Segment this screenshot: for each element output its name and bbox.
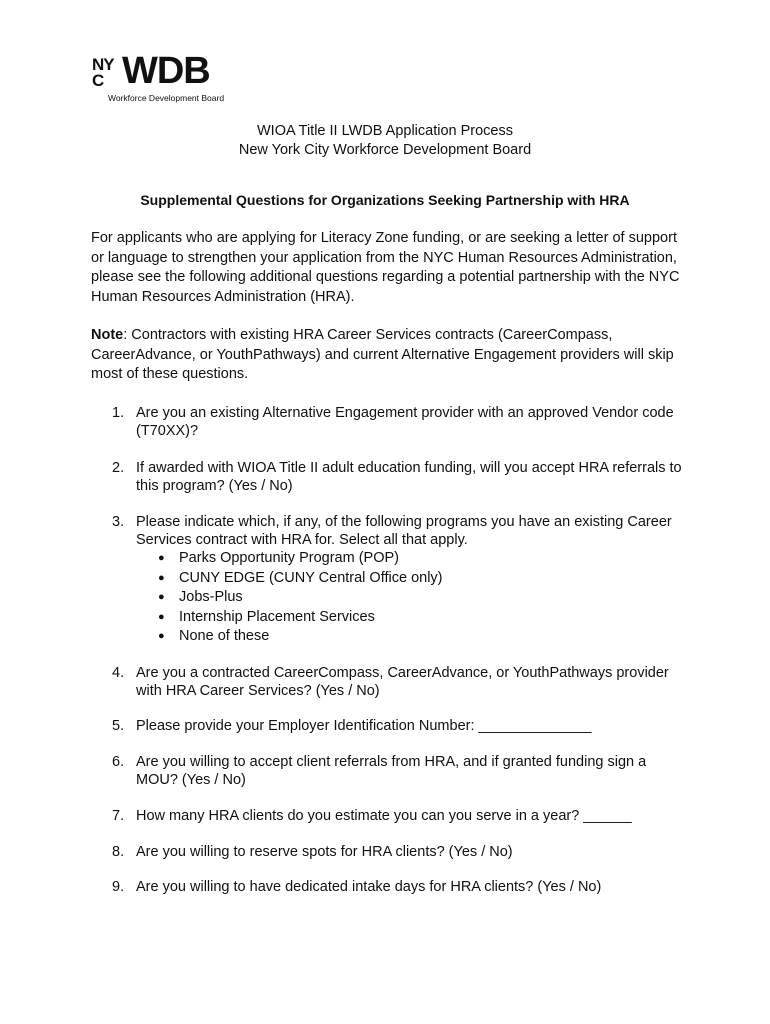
intro-paragraph: For applicants who are applying for Literacy Zone funding, or are seeking a letter of support or language to strengthen your application from the NYC Human Resources Administration, please see the following additional questions regarding a potential partnership with the NYC Human Resources Administration (HRA). — [91, 230, 680, 305]
list-item: ● Internship Placement Services — [158, 608, 692, 628]
question-number: 1. — [112, 405, 125, 421]
question-8 — [112, 843, 692, 861]
note-label: Note — [91, 327, 124, 343]
nyc-mark-top: NY — [92, 55, 114, 74]
nyc-mark — [92, 57, 114, 89]
section-title: Supplemental Questions for Organizations Seeking Partnership with HRA — [140, 192, 630, 208]
question-text: Are you a contracted CareerCompass, CareerAdvance, or YouthPathways provider with HRA Career Services? (Yes / No) — [136, 665, 669, 699]
list-item: ● Parks Opportunity Program (POP) — [158, 549, 692, 569]
question-text: Are you an existing Alternative Engagement provider with an approved Vendor code (T70XX)? — [136, 405, 674, 439]
question-9 — [112, 878, 692, 896]
question-7 — [112, 807, 692, 825]
question-text: If awarded with WIOA Title II adult education funding, will you accept HRA referrals to this program? (Yes / No) — [136, 460, 682, 494]
question-number: 3. — [112, 514, 125, 530]
question-number: 4. — [112, 665, 125, 681]
question-text: Are you willing to have dedicated intake days for HRA clients? (Yes / No) — [136, 879, 602, 895]
question-3 — [112, 513, 692, 647]
question-6 — [112, 753, 692, 789]
question-number: 5. — [112, 718, 125, 734]
question-text: Are you willing to reserve spots for HRA clients? (Yes / No) — [136, 844, 513, 860]
question-2 — [112, 459, 692, 495]
question-1 — [112, 404, 692, 440]
header-line-2: New York City Workforce Development Board — [238, 142, 532, 158]
question-text: Please indicate which, if any, of the following programs you have an existing Career Services contract with HRA for. Select all that apply. — [136, 514, 672, 548]
note-text: : Contractors with existing HRA Career Services contracts (CareerCompass, CareerAdvance, or YouthPathways) and current Alternative Engagement providers will skip most of these questions. — [91, 327, 674, 382]
question-number: 9. — [112, 879, 125, 895]
question-number: 6. — [112, 754, 125, 770]
program-options-list — [158, 549, 692, 647]
question-text: Are you willing to accept client referrals from HRA, and if granted funding sign a MOU? (Yes / No) — [136, 754, 647, 788]
question-text: Please provide your Employer Identification Number: ______________ — [136, 718, 592, 734]
question-number: 7. — [112, 808, 125, 824]
note-paragraph — [91, 326, 691, 385]
question-5 — [112, 717, 692, 735]
question-text: How many HRA clients do you estimate you can you serve in a year? ______ — [136, 808, 632, 824]
list-item: ● None of these — [158, 627, 692, 647]
list-item: ● Jobs-Plus — [158, 588, 692, 608]
header-line-1: WIOA Title II LWDB Application Process — [257, 123, 513, 139]
document-header — [0, 122, 770, 160]
logo-tagline: Workforce Development Board — [108, 93, 225, 103]
question-number: 8. — [112, 844, 125, 860]
wdb-logo — [92, 50, 232, 103]
wdb-wordmark: WDB — [122, 50, 210, 92]
question-4 — [112, 664, 692, 700]
question-number: 2. — [112, 460, 125, 476]
nyc-mark-bottom: C — [92, 71, 104, 90]
list-item: ● CUNY EDGE (CUNY Central Office only) — [158, 569, 692, 589]
